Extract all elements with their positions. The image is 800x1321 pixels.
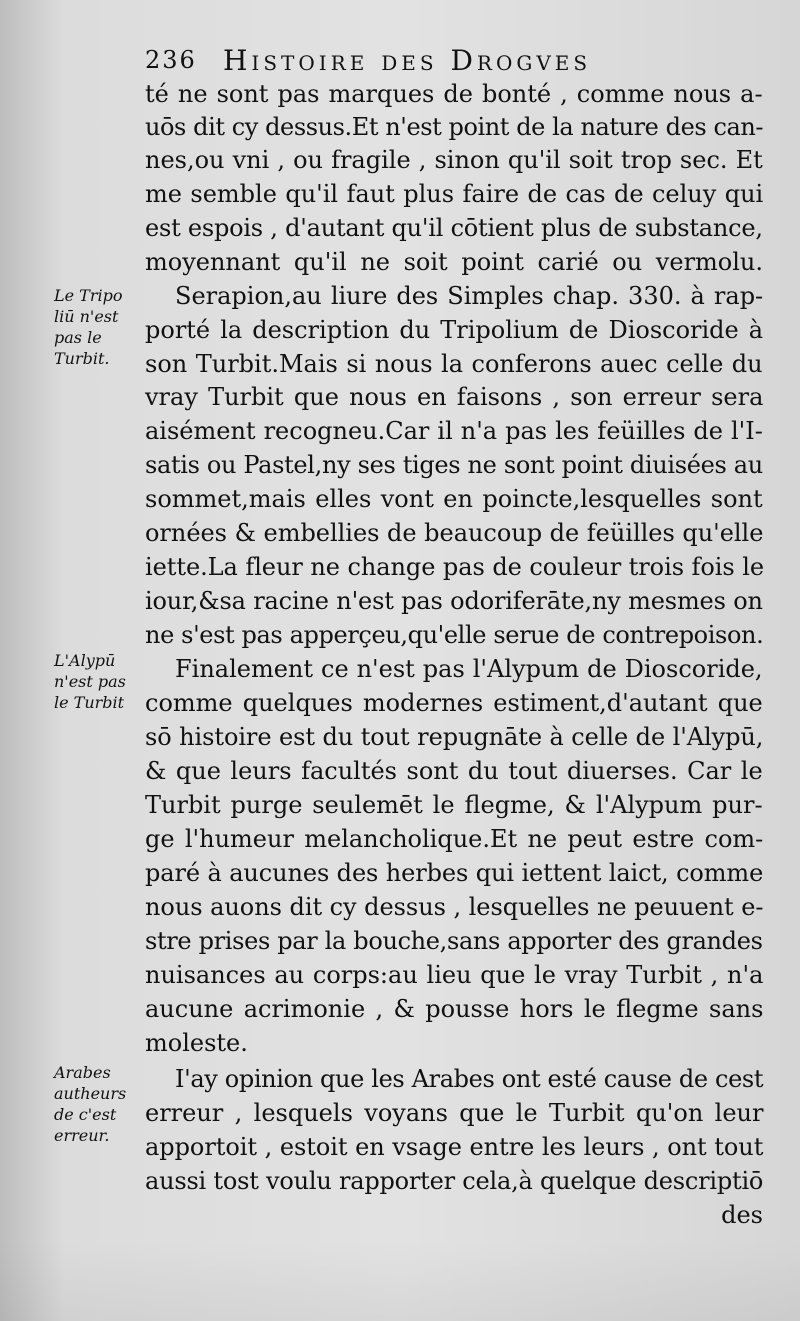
text-line: té ne sont pas marques de bonté , comme nous a- bbox=[145, 80, 763, 108]
text-line: satis ou Pastel,ny ses tiges ne sont point diuisées au bbox=[145, 451, 763, 479]
text-line: apportoit , estoit en vsage entre les leurs , ont tout bbox=[145, 1133, 764, 1161]
running-title: Histoire des Drogves bbox=[223, 44, 592, 77]
margin-note-line: le Turbit bbox=[54, 693, 125, 712]
text-line: Serapion,au liure des Simples chap. 330. à rap- bbox=[175, 282, 764, 310]
text-line: moleste. bbox=[145, 1029, 248, 1057]
text-line: aisément recogneu.Car il n'a pas les feüilles de l'I- bbox=[145, 417, 763, 445]
text-line: stre prises par la bouche,sans apporter des grandes bbox=[145, 927, 763, 955]
text-line: porté la description du Tripolium de Dioscoride à bbox=[145, 316, 764, 344]
text-line: sō histoire est du tout repugnāte à celle de l'Alypū, bbox=[145, 723, 764, 751]
margin-note bbox=[54, 285, 142, 369]
margin-note-line: liū n'est bbox=[54, 307, 119, 326]
text-line: & que leurs facultés sont du tout diuerses. Car le bbox=[145, 757, 763, 785]
margin-note bbox=[54, 1062, 142, 1146]
text-line: uōs dit cy dessus.Et n'est point de la nature des can- bbox=[145, 113, 764, 141]
running-header bbox=[145, 44, 705, 80]
margin-note-line: Arabes bbox=[54, 1063, 111, 1082]
margin-note-line: erreur. bbox=[54, 1126, 110, 1145]
margin-note-line: pas le bbox=[54, 328, 102, 347]
margin-note-line: L'Alypū bbox=[54, 651, 116, 670]
text-line: aussi tost voulu rapporter cela,à quelque descriptiō bbox=[145, 1167, 764, 1195]
catchword: des bbox=[721, 1201, 763, 1229]
text-line: nous auons dit cy dessus , lesquelles ne peuuent e- bbox=[145, 893, 764, 921]
text-line: nes,ou vni , ou fragile , sinon qu'il soit trop sec. Et bbox=[145, 146, 763, 174]
margin-note-line: Turbit. bbox=[54, 349, 110, 368]
page-number: 236 bbox=[145, 46, 197, 74]
text-line: moyennant qu'il ne soit point carié ou vermolu. bbox=[145, 248, 764, 276]
margin-note bbox=[54, 650, 142, 713]
text-line: iette.La fleur ne change pas de couleur trois fois le bbox=[145, 553, 764, 581]
text-line: nuisances au corps:au lieu que le vray Turbit , n'a bbox=[145, 961, 764, 989]
text-line: son Turbit.Mais si nous la conferons auec celle du bbox=[145, 350, 763, 378]
text-line: Finalement ce n'est pas l'Alypum de Dioscoride, bbox=[175, 655, 763, 683]
text-line: ornées & embellies de beaucoup de feüilles qu'elle bbox=[145, 519, 764, 547]
text-line: ne s'est pas apperçeu,qu'elle serue de contrepoison. bbox=[145, 621, 764, 649]
text-line: est espois , d'autant qu'il cōtient plus de substance, bbox=[145, 214, 763, 242]
page-shadow bbox=[0, 1240, 800, 1321]
text-line: erreur , lesquels voyans que le Turbit qu'on leur bbox=[145, 1099, 764, 1127]
margin-note-line: Le Tripo bbox=[54, 286, 123, 305]
text-line: ge l'humeur melancholique.Et ne peut estre com- bbox=[145, 825, 764, 853]
margin-note-line: de c'est bbox=[54, 1105, 117, 1124]
margin-note-line: autheurs bbox=[54, 1084, 127, 1103]
text-line: vray Turbit que nous en faisons , son erreur sera bbox=[145, 383, 764, 411]
text-line: I'ay opinion que les Arabes ont esté cause de cest bbox=[175, 1065, 764, 1093]
text-line: me semble qu'il faut plus faire de cas de celuy qui bbox=[145, 180, 764, 208]
margin-note-line: n'est pas bbox=[54, 672, 126, 691]
text-line: paré à aucunes des herbes qui iettent laict, comme bbox=[145, 859, 764, 887]
text-line: Turbit purge seulemēt le flegme, & l'Alypum pur- bbox=[145, 791, 763, 819]
text-line: iour,&sa racine n'est pas odoriferāte,ny mesmes on bbox=[145, 587, 763, 615]
text-line: sommet,mais elles vont en poincte,lesquelles sont bbox=[145, 485, 763, 513]
text-line: comme quelques modernes estiment,d'autant que bbox=[145, 689, 763, 717]
text-line: aucune acrimonie , & pousse hors le flegme sans bbox=[145, 995, 764, 1023]
